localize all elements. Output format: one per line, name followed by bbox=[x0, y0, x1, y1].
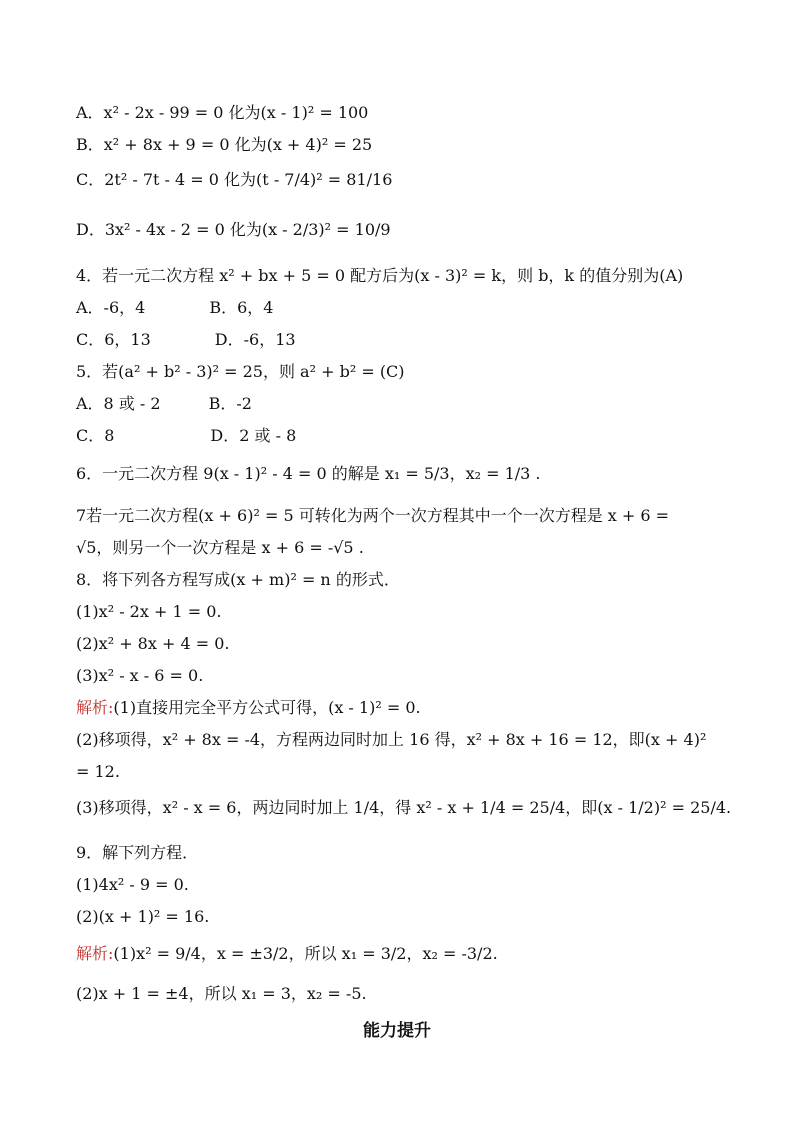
answer-text: (1)x² = 9/4，x = ±3/2，所以 x₁ = 3/2，x₂ = -3/2. bbox=[113, 944, 498, 963]
answer-text: (1)直接用完全平方公式可得，(x - 1)² = 0. bbox=[113, 698, 421, 717]
option-d-line: D．3x² - 4x - 2 = 0 化为(x - 2/3)² = 10/9 bbox=[76, 220, 391, 239]
analysis-label: 解析: bbox=[76, 698, 114, 717]
question-7-line-2: √5，则另一个一次方程是 x + 6 = -√5 . bbox=[76, 538, 364, 557]
section-title: 能力提升 bbox=[363, 1021, 431, 1041]
question-9-part-1: (1)4x² - 9 = 0. bbox=[76, 875, 189, 894]
option-c-line: C．2t² - 7t - 4 = 0 化为(t - 7/4)² = 81/16 bbox=[76, 170, 393, 189]
answer-8-part-1 bbox=[76, 698, 421, 718]
answer-8-part-3: (3)移项得，x² - x = 6，两边同时加上 1/4，得 x² - x + 1/4 = 25/4，即(x - 1/2)² = 25/4. bbox=[76, 798, 732, 817]
question-4-options-ab: A．-6，4 B．6，4 bbox=[76, 298, 274, 317]
question-9-part-2: (2)(x + 1)² = 16. bbox=[76, 907, 210, 926]
question-5-options-cd: C．8 D．2 或 - 8 bbox=[76, 426, 297, 445]
option-a-line: A．x² - 2x - 99 = 0 化为(x - 1)² = 100 bbox=[76, 103, 369, 122]
option-b-line: B．x² + 8x + 9 = 0 化为(x + 4)² = 25 bbox=[76, 135, 373, 154]
question-6: 6．一元二次方程 9(x - 1)² - 4 = 0 的解是 x₁ = 5/3，x₂ = 1/3 . bbox=[76, 464, 541, 483]
analysis-label: 解析: bbox=[76, 944, 114, 963]
question-8-part-1: (1)x² - 2x + 1 = 0. bbox=[76, 602, 222, 621]
question-8-part-2: (2)x² + 8x + 4 = 0. bbox=[76, 634, 230, 653]
question-5-options-ab: A．8 或 - 2 B．-2 bbox=[76, 394, 252, 413]
answer-9-part-2: (2)x + 1 = ±4，所以 x₁ = 3，x₂ = -5. bbox=[76, 984, 367, 1003]
question-8: 8．将下列各方程写成(x + m)² = n 的形式． bbox=[76, 570, 400, 589]
question-8-part-3: (3)x² - x - 6 = 0. bbox=[76, 666, 204, 685]
question-4-options-cd: C．6，13 D．-6，13 bbox=[76, 330, 296, 349]
question-9: 9．解下列方程． bbox=[76, 843, 199, 862]
question-7-line-1: 7若一元二次方程(x + 6)² = 5 可转化为两个一次方程其中一个一次方程是 x + 6 = bbox=[76, 506, 670, 525]
question-4: 4．若一元二次方程 x² + bx + 5 = 0 配方后为(x - 3)² = k，则 b，k 的值分别为(A) bbox=[76, 266, 684, 285]
answer-8-part-2-line-1: (2)移项得，x² + 8x = -4，方程两边同时加上 16 得，x² + 8x + 16 = 12，即(x + 4)² bbox=[76, 730, 707, 749]
answer-9-part-1 bbox=[76, 944, 498, 964]
question-5: 5．若(a² + b² - 3)² = 25，则 a² + b² = (C) bbox=[76, 362, 405, 381]
answer-8-part-2-line-2: = 12. bbox=[76, 762, 120, 781]
